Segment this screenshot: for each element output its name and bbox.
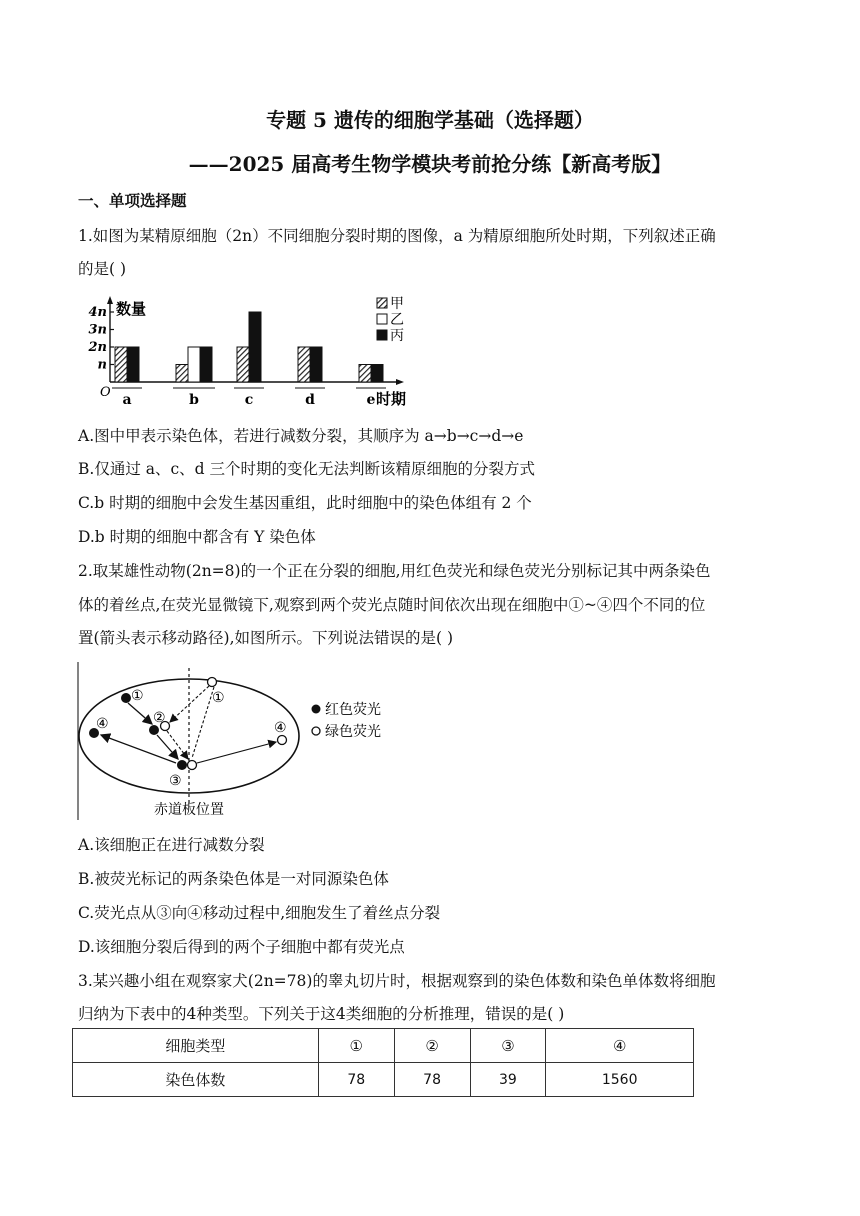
bar-e-丙 bbox=[371, 365, 383, 383]
pos-label-4-green: ④ bbox=[274, 720, 287, 736]
q3-stem-line-2: 归纳为下表中的4种类型。下列关于这4类细胞的分析推理，错误的是( ) bbox=[78, 1005, 565, 1023]
legend-swatch-丙 bbox=[377, 330, 387, 340]
table-cell: ② bbox=[394, 1029, 470, 1063]
pos-label-4-red: ④ bbox=[96, 716, 109, 732]
q3-stem-line-1: 3.某兴趣小组在观察家犬(2n=78)的睾丸切片时，根据观察到的染色体数和染色单体数将细胞 bbox=[78, 972, 716, 990]
table-row bbox=[73, 1063, 694, 1097]
legend-label-丙: 丙 bbox=[390, 328, 404, 344]
bar-b-丙 bbox=[200, 347, 212, 382]
bar-c-甲 bbox=[237, 347, 249, 382]
category-label-e: e bbox=[366, 392, 376, 408]
table-cell: 细胞类型 bbox=[73, 1029, 319, 1063]
pos-label-3: ③ bbox=[169, 773, 182, 789]
q2-cell-figure bbox=[76, 660, 396, 820]
bar-e-甲 bbox=[359, 365, 371, 383]
red-dot-2 bbox=[149, 725, 159, 735]
table-cell: 78 bbox=[318, 1063, 394, 1097]
table-cell: 78 bbox=[394, 1063, 470, 1097]
x-axis-label: 时期 bbox=[375, 390, 406, 408]
y-tick-label: 2n bbox=[88, 340, 107, 355]
legend-label-乙: 乙 bbox=[390, 312, 404, 328]
q2-stem-line-3: 置(箭头表示移动路径),如图所示。下列说法错误的是( ) bbox=[78, 629, 454, 647]
table-cell: 39 bbox=[470, 1063, 546, 1097]
q1-option-b: B.仅通过 a、c、d 三个时期的变化无法判断该精原细胞的分裂方式 bbox=[78, 460, 536, 478]
origin-label: O bbox=[100, 385, 111, 400]
q1-bar-chart bbox=[88, 292, 428, 412]
bar-b-乙 bbox=[188, 347, 200, 382]
red-dot-3 bbox=[177, 760, 187, 770]
table-cell: ④ bbox=[546, 1029, 694, 1063]
table-cell: ① bbox=[318, 1029, 394, 1063]
q2-stem-line-1: 2.取某雄性动物(2n=8)的一个正在分裂的细胞,用红色荧光和绿色荧光分别标记其中两条染色 bbox=[78, 562, 711, 580]
table-cell: ③ bbox=[470, 1029, 546, 1063]
green-dot-3 bbox=[188, 761, 197, 770]
pos-label-1-red: ① bbox=[131, 688, 144, 704]
category-label-a: a bbox=[122, 392, 132, 408]
bar-a-丙 bbox=[127, 347, 139, 382]
table-cell: 染色体数 bbox=[73, 1063, 319, 1097]
legend-green-dot bbox=[312, 727, 320, 735]
q2-stem-line-2: 体的着丝点,在荧光显微镜下,观察到两个荧光点随时间依次出现在细胞中①~④四个不同的位 bbox=[78, 596, 706, 614]
red-dot-1 bbox=[121, 693, 131, 703]
bar-c-丙 bbox=[249, 312, 261, 382]
q2-option-b: B.被荧光标记的两条染色体是一对同源染色体 bbox=[78, 870, 389, 888]
category-label-c: c bbox=[244, 392, 254, 408]
y-tick-label: 3n bbox=[88, 322, 107, 338]
legend-red-label: 红色荧光 bbox=[325, 702, 381, 718]
pos-label-1-green: ① bbox=[212, 690, 225, 706]
category-label-d: d bbox=[305, 392, 315, 408]
table-cell: 1560 bbox=[546, 1063, 694, 1097]
category-label-b: b bbox=[189, 392, 199, 408]
section-heading: 一、单项选择题 bbox=[78, 191, 187, 210]
legend-swatch-甲 bbox=[377, 298, 387, 308]
bar-d-甲 bbox=[298, 347, 310, 382]
title-line-2: ——2025 届高考生物学模块考前抢分练【新高考版】 bbox=[188, 152, 672, 176]
q1-option-c: C.b 时期的细胞中会发生基因重组，此时细胞中的染色体组有 2 个 bbox=[78, 494, 532, 512]
q1-stem-line-1: 1.如图为某精原细胞（2n）不同细胞分裂时期的图像，a 为精原细胞所处时期，下列叙述正确 bbox=[78, 227, 716, 245]
legend-green-label: 绿色荧光 bbox=[325, 724, 381, 740]
table-header-row bbox=[73, 1029, 694, 1063]
legend-red-dot bbox=[312, 705, 321, 714]
legend-swatch-乙 bbox=[377, 314, 387, 324]
bar-a-甲 bbox=[115, 347, 127, 382]
y-tick-label: 4n bbox=[88, 305, 107, 320]
y-tick-label: n bbox=[97, 357, 107, 373]
bar-b-甲 bbox=[176, 365, 188, 383]
q3-table bbox=[72, 1028, 694, 1097]
figure-caption: 赤道板位置 bbox=[154, 802, 224, 818]
title-line-1: 专题 5 遗传的细胞学基础（选择题） bbox=[266, 108, 594, 132]
q1-option-a: A.图中甲表示染色体，若进行减数分裂，其顺序为 a→b→c→d→e bbox=[78, 427, 524, 445]
q1-stem-line-2: 的是( ) bbox=[78, 260, 127, 278]
pos-label-2: ② bbox=[153, 710, 166, 726]
bar-d-丙 bbox=[310, 347, 322, 382]
green-dot-1 bbox=[208, 678, 217, 687]
q2-option-d: D.该细胞分裂后得到的两个子细胞中都有荧光点 bbox=[78, 938, 405, 956]
q2-option-c: C.荧光点从③向④移动过程中,细胞发生了着丝点分裂 bbox=[78, 904, 441, 922]
green-dot-4 bbox=[278, 736, 287, 745]
q2-option-a: A.该细胞正在进行减数分裂 bbox=[78, 836, 265, 854]
legend-label-甲: 甲 bbox=[390, 296, 404, 312]
q1-option-d: D.b 时期的细胞中都含有 Y 染色体 bbox=[78, 528, 316, 546]
y-axis-label: 数量 bbox=[116, 300, 147, 318]
